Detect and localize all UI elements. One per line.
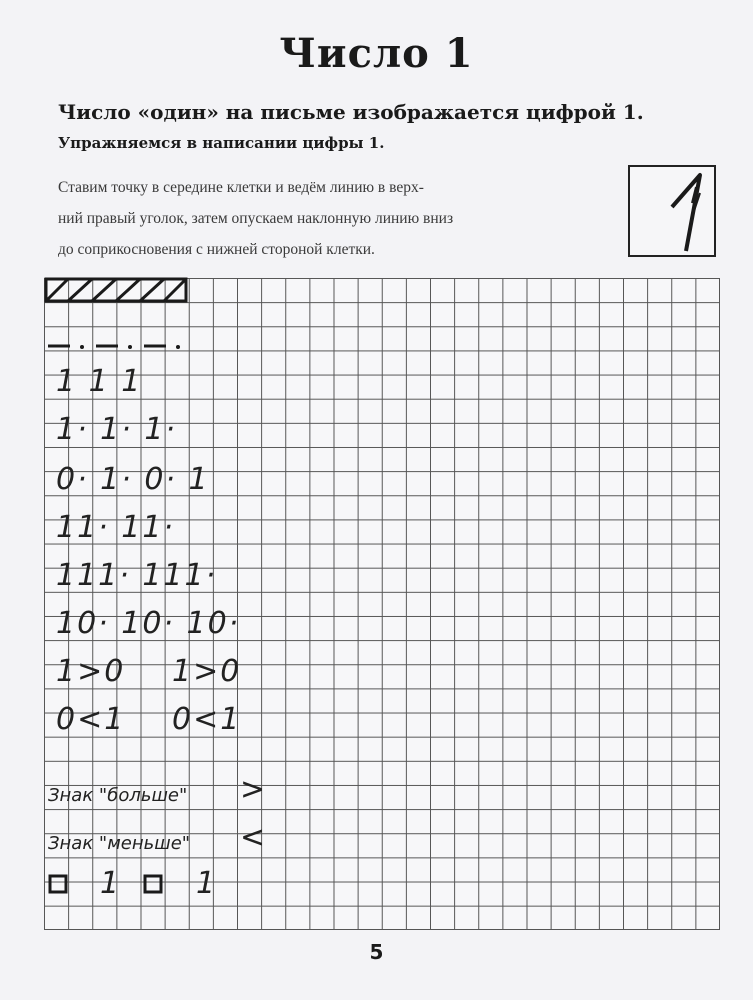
square-one-b: 1 <box>196 866 218 901</box>
row-ones: 1 1 1 <box>56 364 143 399</box>
empty-square-icon <box>50 876 66 892</box>
instruction-line: Ставим точку в середине клетки и ведём линию в верх- <box>58 179 424 196</box>
subheading: Упражняемся в написании цифры 1. <box>58 134 385 152</box>
row-less-b: 0<1 <box>172 702 242 737</box>
sign-less: < <box>240 820 268 855</box>
row-one-eleven: 111· 111· <box>56 558 218 593</box>
row-zero-one: 0· 1· 0· 1 <box>56 462 210 497</box>
row-greater-a: 1>0 <box>56 654 126 689</box>
page-title: Число 1 <box>279 30 474 77</box>
label-less: Знак "меньше" <box>48 833 191 854</box>
label-greater: Знак "больше" <box>48 785 188 806</box>
empty-square-icon <box>145 876 161 892</box>
diagonal-cells-row <box>46 279 186 301</box>
square-one-a: 1 <box>100 866 122 901</box>
heading: Число «один» на письме изображается цифрой 1. <box>58 100 644 124</box>
row-ten: 10· 10· 10· <box>56 606 241 641</box>
row-greater-b: 1>0 <box>172 654 242 689</box>
row-less-a: 0<1 <box>56 702 126 737</box>
sign-greater: > <box>240 772 268 807</box>
instruction-line: ний правый уголок, затем опускаем наклонную линию вниз <box>58 210 454 227</box>
page-number: 5 <box>369 940 384 964</box>
instruction-line: до соприкосновения с нижней стороной клетки. <box>58 241 375 258</box>
row-eleven: 11· 11· <box>56 510 175 545</box>
row-ones-dots: 1· 1· 1· <box>56 412 177 447</box>
